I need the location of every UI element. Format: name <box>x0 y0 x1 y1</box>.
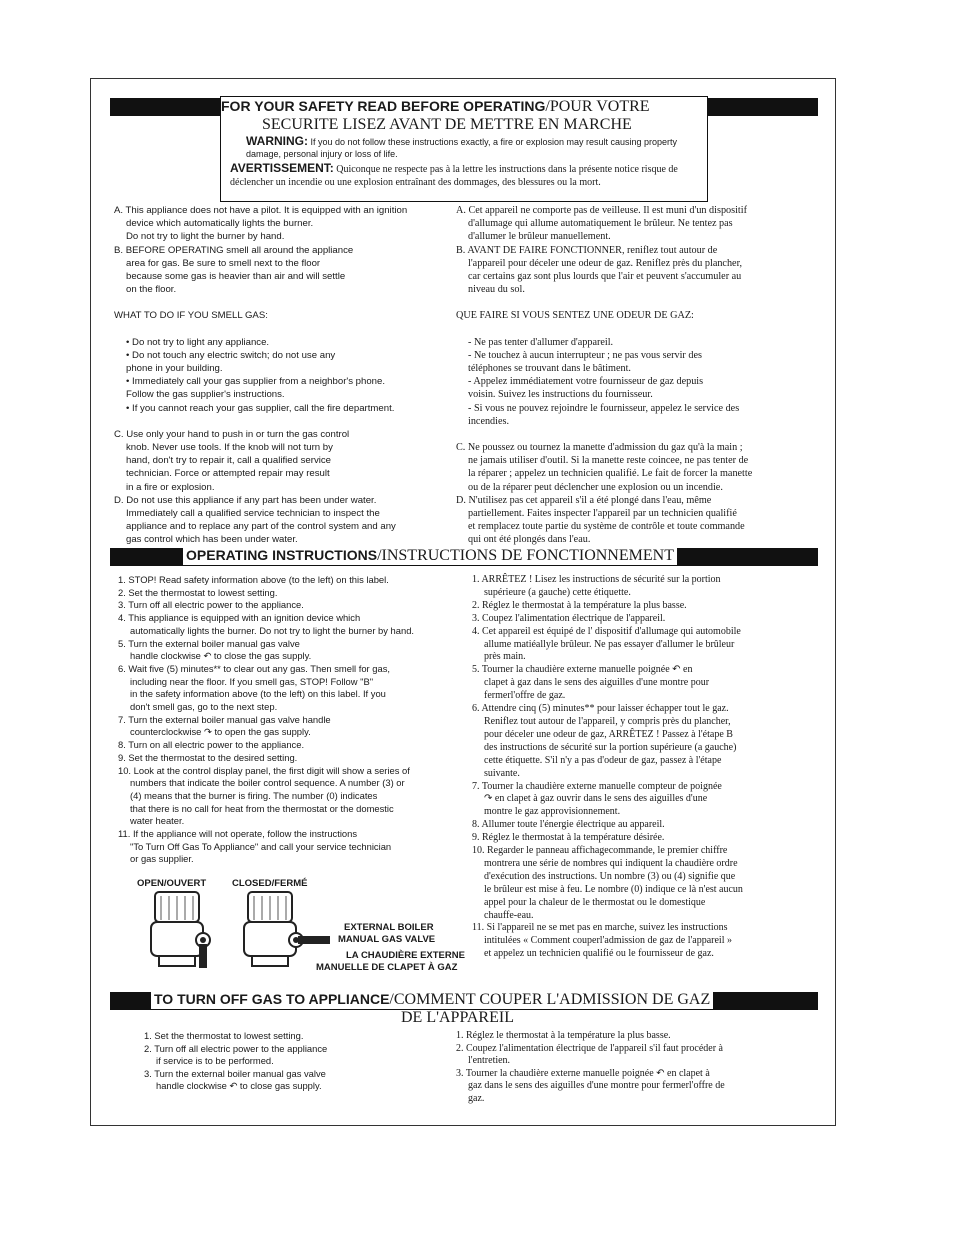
text-line: appel pour la chaleur de le thermostat ou le domestique <box>484 896 706 908</box>
text-line: 5. Tourner la chaudière externe manuelle poignée ↶ en <box>472 664 693 676</box>
text-line: 3. Turn off all electric power to the appliance. <box>118 599 304 611</box>
text-line: C. Ne poussez ou tournez la manette d'admission du gaz qu'à la main ; <box>456 442 743 454</box>
text-line: handle clockwise ↶ to close gas supply. <box>156 1080 322 1092</box>
text-line: Do not try to light the burner by hand. <box>126 231 285 243</box>
warning-text: If you do not follow these instructions exactly, a fire or explosion may result causing property damage, personal injury or loss of life. <box>246 137 678 159</box>
text-line: près main. <box>484 651 526 663</box>
text-line <box>114 415 450 428</box>
text-line: 1. Set the thermostat to lowest setting. <box>144 1030 304 1041</box>
text-line: - Ne pas tenter d'allumer d'appareil. <box>468 336 614 348</box>
text-line: 2. Set the thermostat to lowest setting. <box>118 586 278 598</box>
text-line: 10. Regarder le panneau affichagecommande, le premier chiffre <box>472 845 728 857</box>
text-line: if service is to be performed. <box>156 1055 274 1067</box>
text-line: - Appelez immédiatement votre fournisseur de gaz depuis <box>468 376 704 388</box>
text-line: device which automatically lights the burner. <box>126 218 314 230</box>
turnoff-fr-column <box>456 1030 816 1106</box>
text-line <box>456 323 818 336</box>
text-line: 11. If the appliance will not operate, follow the instructions <box>118 828 358 840</box>
text-line: Immediately call a qualified service technician to inspect the <box>126 508 380 520</box>
text-line: gas control which has been under water. <box>126 534 298 546</box>
text-line: d'allumage qui allume automatiquement le brûleur. Ne tentez pas <box>468 218 733 230</box>
turnoff-title-en: TO TURN OFF GAS TO APPLIANCE <box>154 991 390 1007</box>
text-line: A. Cet appareil ne comporte pas de veilleuse. Il est muni d'un dispositif <box>456 205 747 216</box>
text-line: 4. This appliance is equipped with an ignition device which <box>118 612 361 624</box>
text-line: knob. Never use tools. If the knob will not turn by <box>126 442 333 454</box>
text-line: • Do not touch any electric switch; do not use any <box>126 349 336 361</box>
valve-label-fr-1: LA CHAUDIÈRE EXTERNE <box>346 950 465 961</box>
text-line: niveau du sol. <box>468 284 525 296</box>
text-line: water heater. <box>130 815 185 827</box>
text-line: ou de la réparer peut déclencher une explosion ou un incendie. <box>468 481 723 493</box>
avertissement-block <box>230 162 704 189</box>
text-line: technician. Force or attempted repair may result <box>126 468 330 480</box>
text-line: that there is no call for heat from the thermostat or the domestic <box>130 802 394 814</box>
safety-title <box>221 98 650 116</box>
text-line: 11. Si l'appareil ne se met pas en marche, suivez les instructions <box>472 922 728 934</box>
text-line: ne jamais utiliser d'outil. Si la manette reste coincee, ne pas tenter de <box>468 455 749 467</box>
text-line: 3. Coupez l'alimentation électrique de l'appareil. <box>472 612 666 624</box>
text-line: because some gas is heavier than air and will settle <box>126 271 346 283</box>
text-line: appliance and to replace any part of the control system and any <box>126 521 396 533</box>
text-line: hand, don't try to repair it, call a qualified service <box>126 455 332 467</box>
text-line: WHAT TO DO IF YOU SMELL GAS: <box>114 310 268 322</box>
text-line: 3. Tourner la chaudière externe manuelle poignée ↶ en clapet à <box>456 1067 710 1079</box>
text-line: car certains gaz sont plus lourds que l'air et peuvent s'accumuler au <box>468 271 742 283</box>
text-line: • Immediately call your gas supplier from a neighbor's phone. <box>126 376 386 388</box>
text-line: including near the floor. If you smell gas, STOP! Follow "B" <box>130 675 374 687</box>
text-line: 7. Tourner la chaudière externe manuelle compteur de poignée <box>472 780 722 792</box>
valve-closed-icon <box>238 890 338 970</box>
turnoff-title <box>151 991 713 1009</box>
operating-title-en: OPERATING INSTRUCTIONS <box>186 547 378 563</box>
text-line: counterclockwise ↷ to open the gas supply. <box>130 726 311 738</box>
valve-label-en-1: EXTERNAL BOILER <box>344 922 434 933</box>
text-line: "To Turn Off Gas To Appliance" and call your service technician <box>130 840 392 852</box>
text-line: d'exécution des instructions. Un nombre (3) ou (4) signifie que <box>484 870 736 882</box>
text-line: D. N'utilisez pas cet appareil s'il a été plongé dans l'eau, même <box>456 494 712 506</box>
text-line: - Si vous ne pouvez rejoindre le fournisseur, appelez le service des <box>468 402 740 414</box>
text-line: qui ont été plongés dans l'eau. <box>468 534 591 546</box>
valve-label-en-2: MANUAL GAS VALVE <box>338 934 436 945</box>
text-line <box>456 296 818 309</box>
text-line: - Ne touchez à aucun interrupteur ; ne pas vous servir des <box>468 349 702 361</box>
text-line: le brûleur est mise à feu. Le nombre (0) indique ce là n'est aucun <box>484 883 743 895</box>
text-line: 1. STOP! Read safety information above (to the left) on this label. <box>118 574 389 585</box>
valve-label-fr-2: MANUELLE DE CLAPET À GAZ <box>316 962 458 973</box>
text-line: on the floor. <box>126 284 177 296</box>
text-line: chauffe-eau. <box>484 909 534 921</box>
text-line: Reniflez tout autour de l'appareil, y compris près du plancher, <box>484 715 731 727</box>
text-line: 2. Turn off all electric power to the appliance <box>144 1042 328 1054</box>
warning-block <box>246 136 701 160</box>
text-line: B. BEFORE OPERATING smell all around the appliance <box>114 244 354 256</box>
operating-title <box>183 547 677 565</box>
text-line: in the safety information above (to the left) on this label. If you <box>130 688 386 700</box>
text-line <box>114 296 450 309</box>
text-line: 9. Réglez le thermostat à la température désirée. <box>472 832 665 844</box>
text-line: l'appareil pour déceler une odeur de gaz. Reniflez près du plancher, <box>468 257 743 269</box>
closed-label: CLOSED/FERMÉ <box>232 878 308 889</box>
text-line: or gas supplier. <box>130 853 194 865</box>
text-line: suivante. <box>484 767 520 779</box>
text-line: area for gas. Be sure to smell next to the floor <box>126 257 321 269</box>
text-line: intitulées « Comment couperl'admission de gaz de l'appareil » <box>484 935 732 947</box>
text-line: 6. Attendre cinq (5) minutes** pour laisser échapper tout le gaz. <box>472 703 729 715</box>
text-line: pour déceler une odeur de gaz, ARRÊTEZ ! Passez à l'étape B <box>484 728 733 740</box>
turnoff-title-fr: /COMMENT COUPER L'ADMISSION DE GAZ <box>389 991 711 1008</box>
text-line: allume matiéallyle brûleur. Ne pas essayer d'allumer le brûleur <box>484 638 735 650</box>
text-line: gaz dans le sens des aiguilles d'une montre pour fermerl'offre de <box>468 1080 725 1092</box>
text-line: 4. Cet appareil est équipé de l' dispositif d'allumage qui automobile <box>472 625 741 637</box>
text-line <box>456 428 818 441</box>
text-line: d'allumer le brûleur manuellement. <box>468 231 611 243</box>
text-line: 8. Allumer toute l'énergie électrique au appareil. <box>472 819 665 831</box>
text-line: 8. Turn on all electric power to the appliance. <box>118 739 305 751</box>
text-line: C. Use only your hand to push in or turn the gas control <box>114 428 350 440</box>
text-line: et appelez un technicien qualifié ou le fournisseur de gaz. <box>484 948 714 960</box>
text-line: 2. Réglez le thermostat à la température la plus basse. <box>472 599 687 611</box>
text-line: 9. Set the thermostat to the desired setting. <box>118 751 298 763</box>
open-label: OPEN/OUVERT <box>137 878 207 889</box>
safety-fr-column <box>456 204 818 547</box>
text-line: fermerl'offre de gaz. <box>484 690 566 702</box>
text-line: Follow the gas supplier's instructions. <box>126 389 285 401</box>
text-line <box>114 323 450 336</box>
text-line: des instructions de sécurité sur la portion supérieure (a gauche) <box>484 741 737 753</box>
text-line: cette étiquette. S'il n'y a pas d'odeur de gaz, passez à l'étape <box>484 754 722 766</box>
text-line: 1. ARRÊTEZ ! Lisez les instructions de sécurité sur la portion <box>472 574 721 585</box>
text-line: 3. Turn the external boiler manual gas valve <box>144 1067 326 1079</box>
text-line: 2. Coupez l'alimentation électrique de l'appareil s'il faut procéder à <box>456 1042 723 1054</box>
text-line: 7. Turn the external boiler manual gas valve handle <box>118 713 331 725</box>
text-line: don't smell gas, go to the next step. <box>130 701 278 713</box>
text-line: ↷ en clapet à gaz ouvrir dans le sens des aiguilles d'une <box>484 793 708 805</box>
text-line: 10. Look at the control display panel, the first digit will show a series of <box>118 764 410 776</box>
turnoff-en-column <box>144 1030 454 1093</box>
text-line: handle clockwise ↶ to close the gas supply. <box>130 650 312 662</box>
text-line: 6. Wait five (5) minutes** to clear out any gas. Then smell for gas, <box>118 662 390 674</box>
turnoff-title-line2: DE L'APPAREIL <box>401 1009 514 1026</box>
text-line: clapet à gaz dans le sens des aiguilles d'une montre pour <box>484 677 710 689</box>
text-line: incendies. <box>468 415 510 427</box>
text-line: montre le gaz approvisionnement. <box>484 806 621 818</box>
operating-fr-column <box>472 574 818 961</box>
avertissement-text: Quiconque ne respecte pas à la lettre les instructions dans la présente notice risque de déclencher un incendie ou une explosion entraînant des dommages, des blessures ou la mort. <box>230 164 678 188</box>
operating-en-column <box>118 574 458 866</box>
text-line: automatically lights the burner. Do not try to light the burner by hand. <box>130 624 415 636</box>
safety-en-column <box>114 204 450 547</box>
text-line: téléphones se trouvant dans le bâtiment. <box>468 363 631 375</box>
valve-open-icon <box>145 890 225 970</box>
text-line: montrera une série de nombres qui indiquent la chaudière ordre <box>484 857 738 869</box>
text-line: l'entretien. <box>468 1055 511 1067</box>
text-line: 5. Turn the external boiler manual gas valve <box>118 637 300 649</box>
text-line: supérieure (a gauche) cette étiquette. <box>484 586 631 598</box>
text-line: partiellement. Faites inspecter l'appareil par un technicien qualifié <box>468 508 737 520</box>
text-line: phone in your building. <box>126 363 223 375</box>
text-line: A. This appliance does not have a pilot. It is equipped with an ignition <box>114 205 408 216</box>
text-line: in a fire or explosion. <box>126 481 215 493</box>
safety-title-fr: /POUR VOTRE <box>545 98 650 115</box>
avertissement-label: AVERTISSEMENT: <box>230 161 334 175</box>
text-line: • Do not try to light any appliance. <box>126 336 270 348</box>
operating-title-fr: /INSTRUCTIONS DE FONCTIONNEMENT <box>377 547 674 564</box>
text-line: voisin. Suivez les instructions du fournisseur. <box>468 389 653 401</box>
safety-title-en: FOR YOUR SAFETY READ BEFORE OPERATING <box>221 98 546 114</box>
text-line: et remplacez toute partie du système de contrôle et toute commande <box>468 521 745 533</box>
text-line: (4) means that the burner is firing. The number (0) indicates <box>130 789 378 801</box>
text-line: B. AVANT DE FAIRE FONCTIONNER, reniflez tout autour de <box>456 244 718 256</box>
warning-label: WARNING: <box>246 134 308 148</box>
safety-title-line2: SECURITE LISEZ AVANT DE METTRE EN MARCHE <box>262 116 632 133</box>
text-line: D. Do not use this appliance if any part has been under water. <box>114 494 377 506</box>
text-line: 1. Réglez le thermostat à la température la plus basse. <box>456 1030 671 1041</box>
text-line: QUE FAIRE SI VOUS SENTEZ UNE ODEUR DE GAZ: <box>456 310 694 322</box>
text-line: numbers that indicate the boiler control sequence. A number (3) or <box>130 777 405 789</box>
text-line: gaz. <box>468 1092 485 1104</box>
text-line: la réparer ; appelez un technicien qualifié. Le fait de forcer la manette <box>468 468 753 480</box>
text-line: • If you cannot reach your gas supplier, call the fire department. <box>126 402 395 414</box>
